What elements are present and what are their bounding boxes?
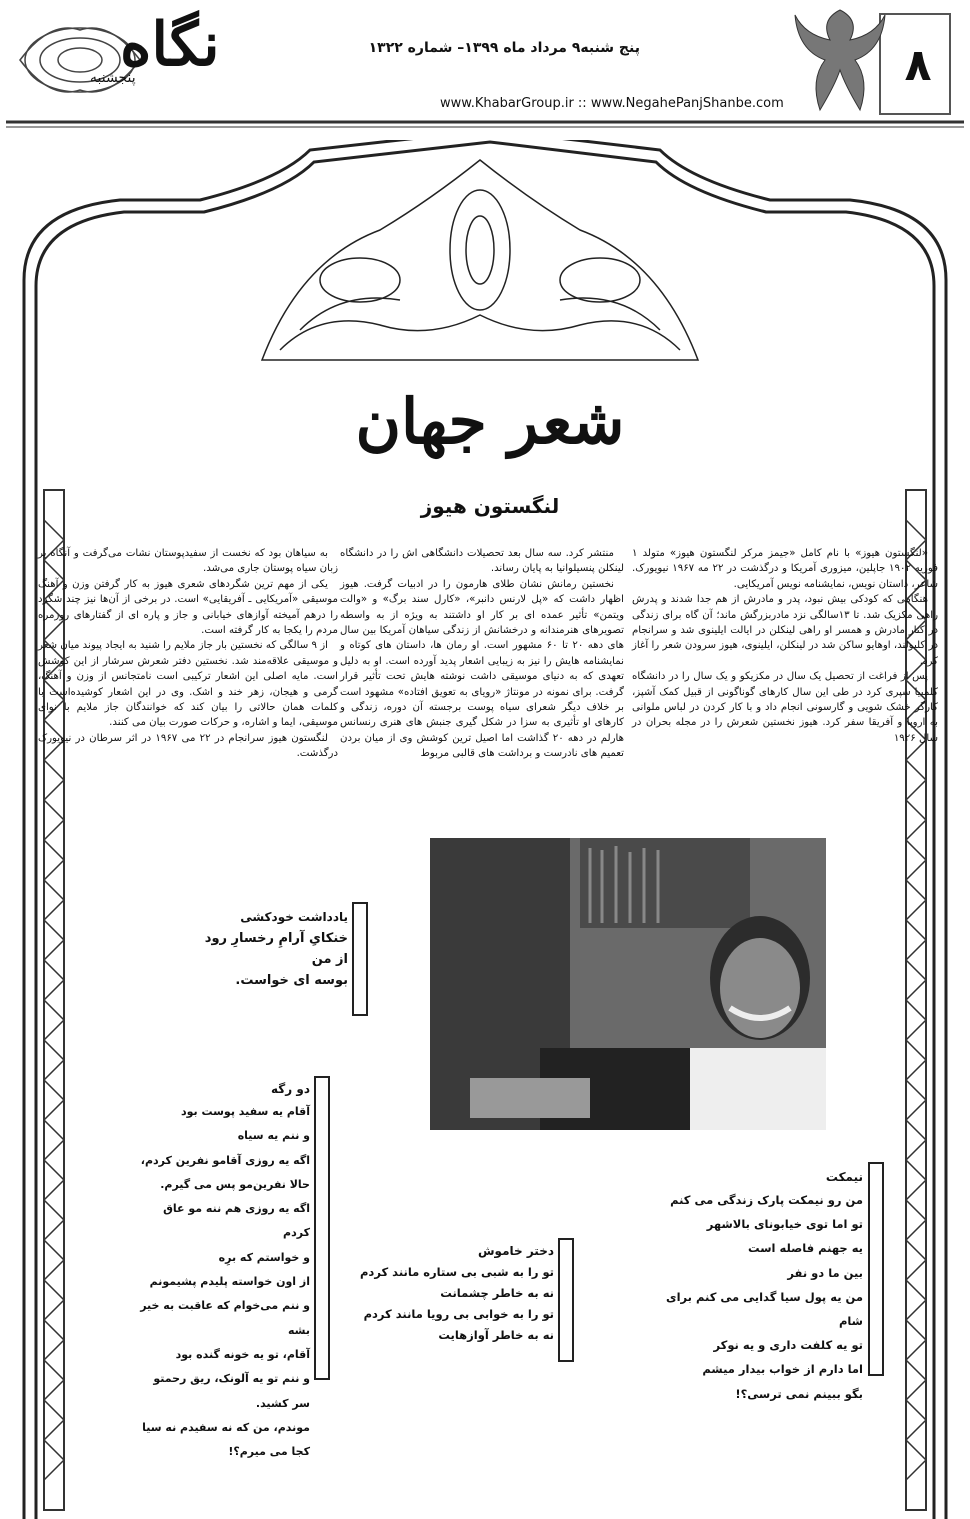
page-title: شعر جهان (355, 385, 625, 458)
poem-line: نه به خاطر چشمانت (440, 1286, 554, 1300)
poem-line: من یه پول سیا گدایی می کنم برای شام (666, 1289, 863, 1329)
page-number: ۸ (904, 39, 932, 91)
poem-title: دو رگه (271, 1082, 310, 1096)
paragraph: نخستین رمانش نشان طلای هارمون را در ادبیات گرفت. هیوز اظهار داشت که «پل لارنس دانبر»، «کارل سند برگ» و «والت ویتمن» تأثیر عمده ای بر کار او داشتند به ویژه از به واسطه تصویرهای هنرمندانه و درخشانش از زندگی سیاهان آمریکا بین سال های دهه ۲۰ تا ۶۰ مشهور است. او رمان ها، داستان های کوتاه و نمایشنامه هایش را نیز به زیبایی اشعار پدید آورده است. او به دلیل تعهدی که به دنیای موسیقی داشت نوشته هایش تحت تأثیر قرار گرفت. برای نمونه در مونتاژ «رویای به تعویق افتاده» مشهود است بر خلاف دیگر شعرای سیاه پوست برجسته آن دوره، زندگی و کارهای او تأثیری به سزا در شکل گیری جنبش های هنری رنسانس هارلم در دهه ۲۰ گذاشت اما اصیل ترین کوشش وی از میان بردن تعمیم های نادرست و برداشت های قالبی مربوط (340, 578, 624, 760)
poem-line: یه جهنم فاصله است (748, 1241, 863, 1256)
article-column-1 (632, 546, 938, 746)
poem-line: از من (311, 952, 348, 967)
poem-line: اگه یه روزی هم ننه مو عاق کردم (163, 1202, 310, 1240)
poem-line: تو را به شبی بی ستاره مانند کردم (360, 1265, 554, 1279)
poem-bench (648, 1170, 863, 1406)
poem-line: موندم، من که نه سفیدم نه سیا (142, 1420, 310, 1434)
paragraph: به سیاهان بود که نخست از سفیدپوستان نشات می‌گرفت و آنگاه بر زبان سیاه پوستان جاری می‌شد. (38, 548, 338, 575)
masthead-subtitle: پنجشنبه (90, 70, 136, 86)
poem-line: تو را به خوابی بی رویا مانند کردم (363, 1307, 554, 1321)
author-name: لنگستون هیوز (420, 494, 560, 518)
poem-line: آقام، تو یه خونه گنده بود (175, 1347, 310, 1361)
masthead-brand: نگاه (120, 10, 220, 80)
poem-line: کجا می میرم؟! (228, 1445, 310, 1459)
poem-suicide-note (170, 910, 348, 991)
poem-line: بگو ببینم نمی ترسی؟! (735, 1386, 863, 1401)
poem-bar-ornament (868, 1162, 884, 1376)
poem-line: و خواستم که برِه (218, 1250, 310, 1264)
paragraph: هنگامی که کودکی بیش نبود، پدر و مادرش از هم جدا شدند و پدرش راهی مکزیک شد. تا ۱۳سالگی نزد مادربزرگش ماند؛ آن گاه برای زندگی در کنار مادرش و همسر او راهی لینکلن در ایالت ایلینوی شد و سرانجام در کلیولند، اوهایو ساکن شد در لینکلن، ایلینوی، هیوز سرودن شعر را آغاز کرد. (632, 594, 938, 667)
article-column-2 (340, 546, 624, 762)
poem-line: بوسه ای خواست. (235, 973, 348, 988)
article-column-3 (38, 546, 338, 762)
paragraph: لنگستون هیوز سرانجام در ۲۲ می ۱۹۶۷ در اثر سرطان در نیویورک درگذشت. (38, 732, 338, 760)
poem-line: تو یه کلفت داری و یه نوکر (713, 1338, 863, 1353)
poem-line: نه به خاطر آوازهایت (438, 1328, 554, 1342)
poem-bar-ornament (314, 1076, 330, 1380)
poem-line: تو اما توی خیابونای بالاشهر (706, 1217, 863, 1232)
poem-line: حالا نفرین‌مو پس می گیرم. (160, 1177, 310, 1191)
paragraph: «لنگستون هیوز» با نام کامل «جیمز مرکر لنگستون هیوز» متولد ۱ فوریه ۱۹۰۲ جاپلین، میزوری آمریکا و درگذشت در ۲۲ مه ۱۹۶۷ نیویورک. شاعر، داستان نویس، نمایشنامه نویس آمریکایی. (632, 548, 938, 590)
poem-line: اگه یه روزی آقامو نفرین کردم، (140, 1153, 310, 1167)
poem-bar-ornament (558, 1238, 574, 1362)
phoenix-icon (790, 0, 890, 120)
poem-title: نیمکت (825, 1170, 863, 1184)
poem-title: دختر خاموش (477, 1244, 554, 1258)
poem-line: از اون خواسته پلیدم پشیمونم (149, 1275, 310, 1289)
poem-silent-girl (350, 1244, 554, 1346)
paragraph: از ۹ سالگی که نخستین بار جاز ملایم را شنید به ایجاد پیوند میان شعر و موسیقی علاقه‌مند شد. نخستین دفتر شعرش سرشار از این کوشش است. مایه اصلی این اشعار ترکیبی است نامتجانس از وزن و آهنگ، گرمی و هیجان، زهر خند و اشک. وی در این اشعار کوشیده‌است با کلمات همان حالاتی را بیان کند که خوانندگان جاز ملایم با نوای موسیقی، ایما و اشاره، و حرکات صورت بیان می کنند. (38, 640, 338, 729)
poem-bar-ornament (352, 902, 368, 1016)
poem-line: بین ما دو نفر (787, 1265, 863, 1280)
poem-line: من رو نیمکت پارک زندگی می کنم (670, 1193, 863, 1207)
poem-title: یادداشت خودکشی (240, 910, 348, 924)
poem-line: و ننم یه سیاه (237, 1129, 310, 1143)
poem-line: آقام یه سفید پوست بود (180, 1105, 310, 1118)
poem-line: و ننم می‌خوام که عاقبت به خیر بشه (140, 1299, 310, 1337)
paragraph: منتشر کرد. سه سال بعد تحصیلات دانشگاهی اش را در دانشگاه لینکلن پنسیلوانیا به پایان رساند. (340, 548, 624, 575)
paragraph: پس از فراغت از تحصیل یک سال در مکزیکو و یک سال را در دانشگاه کلمبیا سپری کرد در طی این سال کارهای گوناگونی از قبیل کمک آشپز، کارگر خشک شویی و گارسونی انجام داد و با کار کردن در لباس ملوانی به اروپا و آفریقا سفر کرد. هیوز نخستین شعرش را در مجله بحران در سال ۱۹۲۶ (632, 671, 938, 744)
poem-line: و ننم تو یه آلونک، ریق رحمتو سر کشید. (153, 1372, 310, 1410)
poem-line: خنکایِ آرامِ رخسارِ رود (204, 931, 348, 946)
website-urls[interactable]: www.KhabarGroup.ir :: www.NegahePanjShanbe.com (440, 96, 784, 111)
poem-line: اما دارم از خواب بیدار میشم (702, 1362, 863, 1377)
issue-line: پنج شنبه۹ مرداد ماه ۱۳۹۹– شماره ۱۳۲۲ (368, 40, 640, 56)
poem-two-colors (140, 1082, 310, 1464)
author-photo (430, 838, 826, 1130)
paragraph: یکی از مهم ترین شگردهای شعری هیوز به کار گرفتن وزن و آهنگ موسیقی «آمریکایی ـ آفریقایی» است. در برخی از آن‌ها نیز چند شگرد را درهم آمیخته آوازهای خیابانی و جاز و پاره ای از گفتارهای روزمره مردم را یکجا به کار گرفته است. (38, 578, 338, 637)
